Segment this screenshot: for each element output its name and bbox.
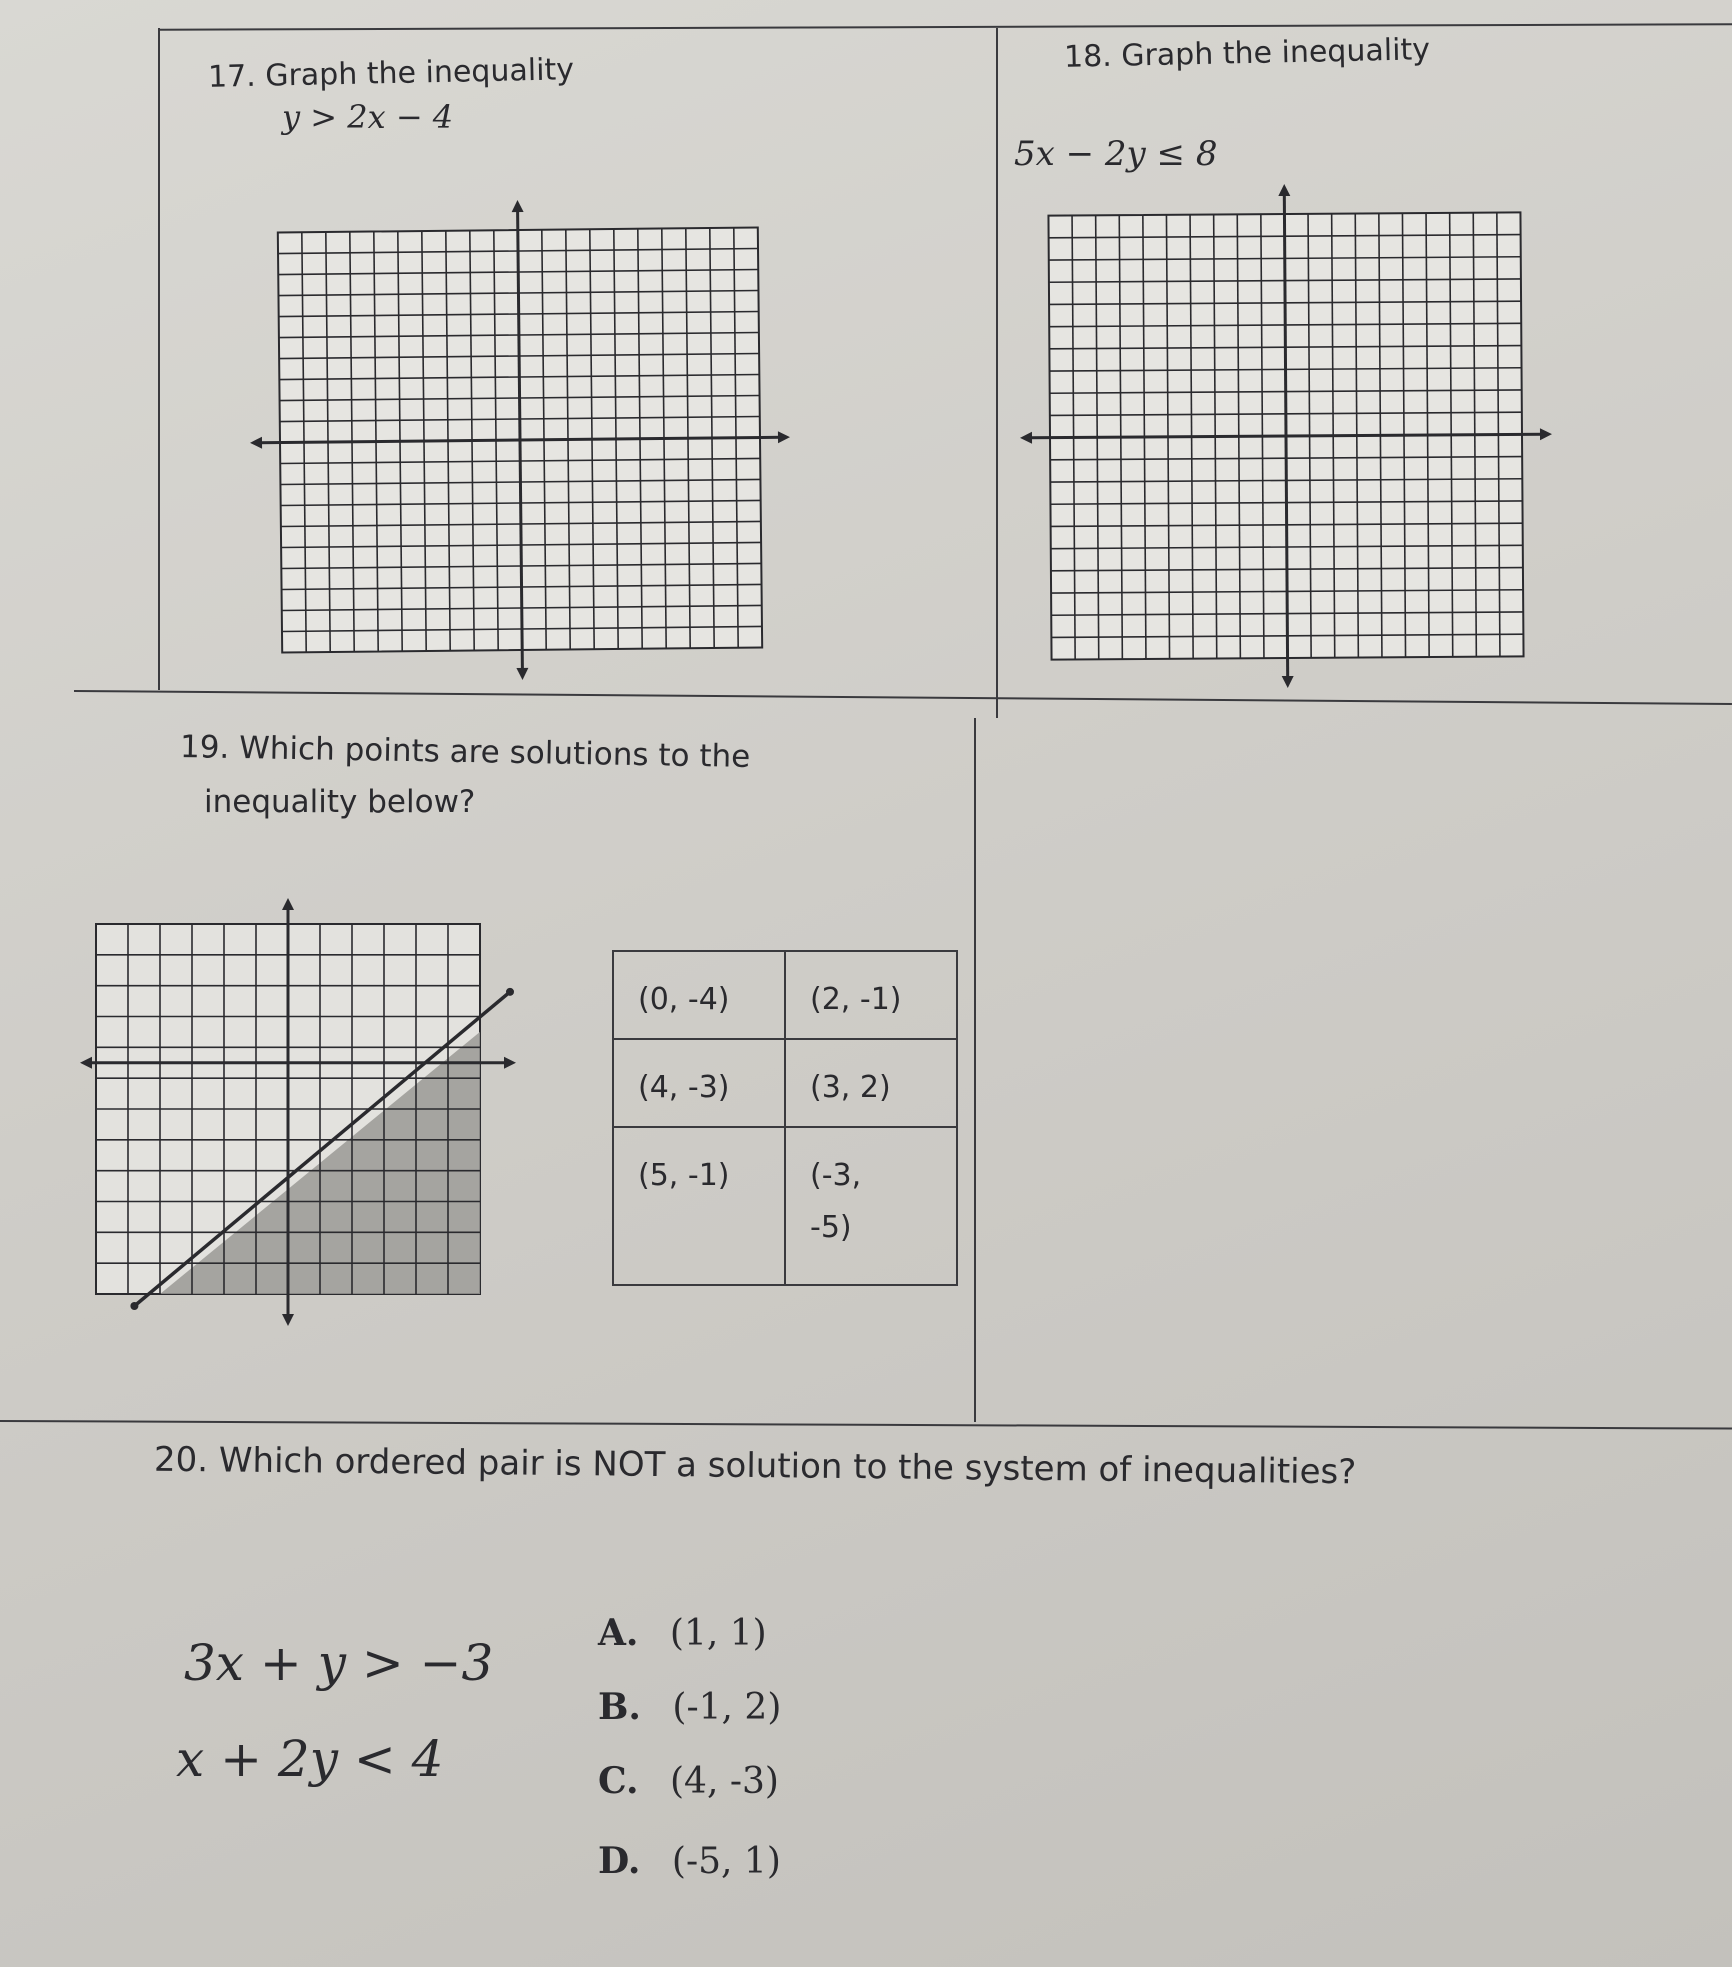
option-value: (-5, 1)	[671, 1841, 781, 1882]
q18-prompt: 18. Graph the inequality	[1063, 32, 1431, 75]
x-axis-left-arrow	[80, 1057, 92, 1069]
y-axis-down-arrow	[1282, 676, 1294, 688]
q20-system-eq1: 3x + y > −3	[184, 1634, 494, 1692]
q19-prompt-line2: inequality below?	[204, 784, 476, 820]
point-cell[interactable]: (2, -1)	[785, 951, 957, 1039]
y-axis-up-arrow	[282, 898, 294, 910]
point-cell[interactable]: (4, -3)	[613, 1039, 785, 1127]
y-axis-up-arrow	[511, 200, 523, 212]
option-letter: C.	[598, 1760, 639, 1802]
y-axis-down-arrow	[282, 1314, 294, 1326]
option-value: (4, -3)	[670, 1761, 779, 1802]
option-letter: D.	[598, 1840, 641, 1882]
x-axis-right-arrow	[1540, 428, 1552, 440]
x-axis-left-arrow	[1020, 432, 1032, 444]
q20-option-d[interactable]	[598, 1840, 781, 1882]
q20-system-eq2: x + 2y < 4	[176, 1730, 444, 1788]
option-letter: B.	[598, 1686, 641, 1728]
q18-blank-coordinate-grid[interactable]	[1018, 182, 1554, 690]
q17-prompt: 17. Graph the inequality	[207, 52, 575, 95]
option-value: (-1, 2)	[672, 1687, 782, 1728]
option-value: (1, 1)	[669, 1613, 767, 1654]
point-cell[interactable]: (3, 2)	[785, 1039, 957, 1127]
q20-option-c[interactable]	[598, 1760, 779, 1802]
point-value: (-3, -5)	[810, 1158, 862, 1245]
option-letter: A.	[598, 1612, 639, 1654]
x-axis-right-arrow	[778, 431, 790, 443]
point-cell[interactable]: (0, -4)	[613, 951, 785, 1039]
x-axis-left-arrow	[250, 437, 262, 449]
x-axis-right-arrow	[504, 1057, 516, 1069]
point-cell[interactable]	[785, 1127, 957, 1285]
q20-option-b[interactable]	[598, 1686, 781, 1728]
y-axis-up-arrow	[1278, 184, 1290, 196]
q17-inequality: y > 2x − 4	[282, 98, 454, 136]
q20-prompt: 20. Which ordered pair is NOT a solution to the system of inequalities?	[153, 1439, 1357, 1493]
q17-blank-coordinate-grid[interactable]	[248, 197, 793, 683]
boundary-line-arrow	[506, 988, 514, 996]
q19-prompt-line1: 19. Which points are solutions to the	[179, 729, 751, 775]
q20-option-a[interactable]	[598, 1612, 767, 1654]
boundary-line-arrow	[130, 1302, 138, 1310]
y-axis-down-arrow	[516, 668, 528, 680]
q18-inequality: 5x − 2y ≤ 8	[1014, 134, 1218, 174]
q19-points-table	[612, 950, 958, 1286]
q19-inequality-graph	[80, 898, 516, 1326]
point-cell[interactable]: (5, -1)	[613, 1127, 785, 1285]
